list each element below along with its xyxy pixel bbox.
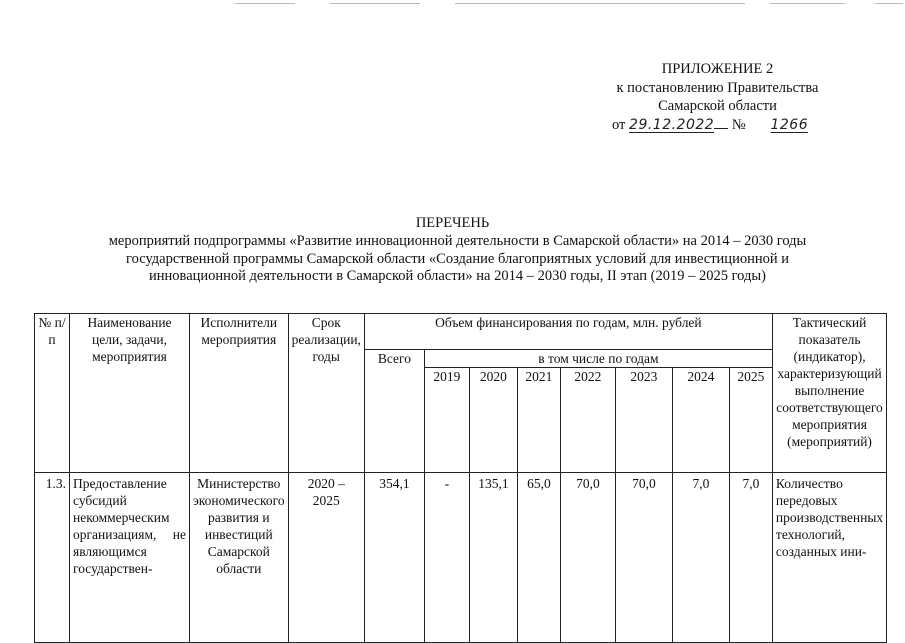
row-term: 2020 – 2025 bbox=[288, 473, 364, 643]
header-including: в том числе по годам bbox=[424, 350, 772, 368]
header-num: № п/п bbox=[35, 314, 70, 473]
header-year: 2022 bbox=[560, 368, 615, 473]
row-num: 1.3. bbox=[35, 473, 70, 643]
header-total: Всего bbox=[364, 350, 424, 473]
appendix-line-2: Самарской области bbox=[658, 98, 777, 114]
row-value-2023: 70,0 bbox=[615, 473, 672, 643]
scan-artifact-line bbox=[235, 3, 295, 4]
header-year: 2021 bbox=[517, 368, 560, 473]
handwritten-date: 29.12.2022 bbox=[629, 116, 715, 133]
header-year: 2019 bbox=[424, 368, 469, 473]
header-year: 2024 bbox=[672, 368, 729, 473]
document-subtitle: мероприятий подпрограммы «Развитие инновационной деятельности в Самарской области» на 2014 – 2030 годы государственной программы Самарской области «Создание благоприятных условий для инвестиционной и инновационной деятельности в Самарской области» на 2014 – 2030 годы, II этап (2019 – 2025 годы) bbox=[108, 233, 807, 284]
header-year: 2023 bbox=[615, 368, 672, 473]
header-year: 2020 bbox=[469, 368, 517, 473]
table-header-row bbox=[35, 314, 887, 350]
number-prefix: № bbox=[731, 116, 746, 133]
appendix-line-1: к постановлению Правительства bbox=[616, 79, 819, 96]
date-prefix: от bbox=[612, 116, 626, 133]
header-name: Наименование цели, задачи, мероприятия bbox=[70, 314, 190, 473]
row-value-2020: 135,1 bbox=[469, 473, 517, 643]
measures-table bbox=[34, 313, 887, 643]
row-value-2019: - bbox=[424, 473, 469, 643]
scan-artifact-line bbox=[770, 3, 845, 4]
table-row bbox=[35, 473, 887, 643]
row-value-2021: 65,0 bbox=[517, 473, 560, 643]
header-executors: Исполнители мероприятия bbox=[190, 314, 289, 473]
handwritten-number: 1266 bbox=[770, 116, 809, 133]
row-name: Предоставление субсидий некоммерческим организациям, не являющимся государствен- bbox=[70, 473, 190, 643]
row-value-2024: 7,0 bbox=[672, 473, 729, 643]
header-funding: Объем финансирования по годам, млн. рублей bbox=[364, 314, 772, 350]
row-value-2025: 7,0 bbox=[729, 473, 772, 643]
appendix-title: ПРИЛОЖЕНИЕ 2 bbox=[661, 61, 774, 77]
row-indicator: Количество передовых производственных технологий, созданных ини- bbox=[772, 473, 886, 643]
row-value-2022: 70,0 bbox=[560, 473, 615, 643]
scan-artifact-line bbox=[330, 3, 420, 4]
header-indicator: Тактический показатель (индикатор), характеризующий выполнение соответствующего мероприятия (мероприятий) bbox=[772, 314, 886, 473]
appendix-block bbox=[590, 60, 845, 134]
scan-artifact-line bbox=[875, 3, 903, 4]
row-total: 354,1 bbox=[364, 473, 424, 643]
scan-artifact-line bbox=[455, 3, 745, 4]
row-executor: Министерство экономического развития и инвестиций Самарской области bbox=[190, 473, 289, 643]
appendix-date-row bbox=[590, 116, 845, 135]
document-title: ПЕРЕЧЕНЬ bbox=[415, 215, 490, 231]
header-year: 2025 bbox=[729, 368, 772, 473]
header-term: Срок реализации, годы bbox=[288, 314, 364, 473]
